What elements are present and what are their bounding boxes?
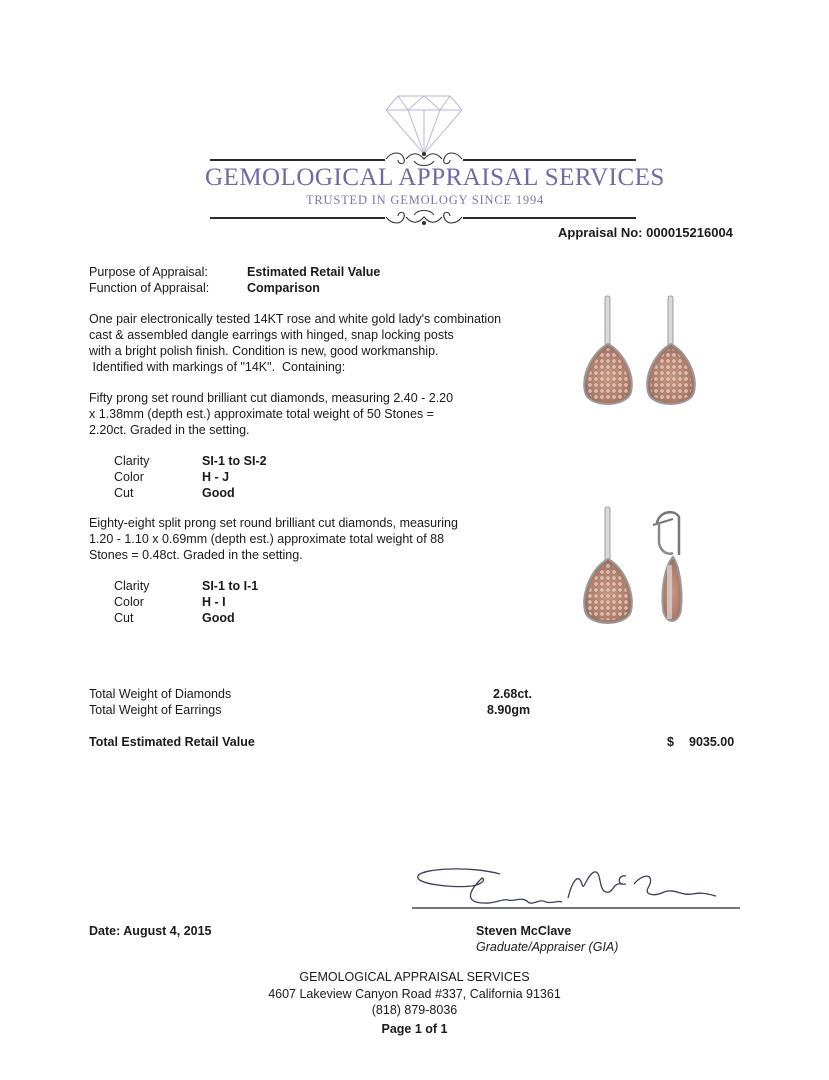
grade-label: Cut xyxy=(114,486,134,500)
total-retail-value-label: Total Estimated Retail Value xyxy=(89,735,255,749)
earring-photo-front xyxy=(575,292,705,417)
date-label: Date: xyxy=(89,924,121,938)
description-line: One pair electronically tested 14KT rose and white gold lady's combination xyxy=(89,312,502,326)
header-rule-bottom-right xyxy=(463,217,636,219)
company-logo-title: GEMOLOGICAL APPRAISAL SERVICES xyxy=(205,164,665,191)
grade-row-color xyxy=(114,469,267,485)
stone-description-line: Stones = 0.48ct. Graded in the setting. xyxy=(89,548,303,562)
grade-row-clarity xyxy=(114,578,258,594)
stone-description-line: 1.20 - 1.10 x 0.69mm (depth est.) approximate total weight of 88 xyxy=(89,532,445,546)
grade-label: Cut xyxy=(114,611,134,625)
grade-value: SI-1 to SI-2 xyxy=(202,454,267,468)
grade-row-clarity xyxy=(114,453,267,469)
function-value: Comparison xyxy=(247,281,320,295)
total-earring-weight-label: Total Weight of Earrings xyxy=(89,703,222,717)
diamond-icon xyxy=(384,94,464,154)
page-number: Page 1 of 1 xyxy=(381,1022,448,1036)
header-rule-top-right xyxy=(463,159,636,161)
grade-value: H - J xyxy=(202,470,230,484)
appraisal-date xyxy=(89,923,212,939)
header-rule-top-left xyxy=(210,159,385,161)
description-line: with a bright polish finish. Condition is new, good workmanship. xyxy=(89,344,439,358)
grade-value: Good xyxy=(202,611,235,625)
grade-row-cut xyxy=(114,485,267,501)
appraisal-number xyxy=(558,225,733,240)
total-diamond-weight-value: 2.68ct. xyxy=(493,687,532,701)
scroll-ornament-icon xyxy=(384,207,464,227)
stone-description-line: Fifty prong set round brilliant cut diamonds, measuring 2.40 - 2.20 xyxy=(89,391,454,405)
total-earring-weight-value: 8.90gm xyxy=(487,703,531,717)
grade-value: SI-1 to I-1 xyxy=(202,579,259,593)
header-rule-bottom-left xyxy=(210,217,385,219)
grade-label: Clarity xyxy=(114,454,150,468)
footer-address: 4607 Lakeview Canyon Road #337, California 91361 xyxy=(268,987,561,1001)
function-label: Function of Appraisal: xyxy=(89,281,210,295)
grade-value: H - I xyxy=(202,595,226,609)
grade-label: Clarity xyxy=(114,579,150,593)
grade-label: Color xyxy=(114,470,144,484)
description-line: Identified with markings of "14K". Containing: xyxy=(89,360,346,374)
purpose-label: Purpose of Appraisal: xyxy=(89,265,208,279)
appraiser-title: Graduate/Appraiser (GIA) xyxy=(476,940,619,954)
grade-row-color xyxy=(114,594,258,610)
date-value: August 4, 2015 xyxy=(123,924,212,938)
stone-description-line: x 1.38mm (depth est.) approximate total weight of 50 Stones = xyxy=(89,407,434,421)
stone-group-2-description xyxy=(89,515,458,563)
description-line: cast & assembled dangle earrings with hinged, snap locking posts xyxy=(89,328,454,342)
company-tagline: TRUSTED IN GEMOLOGY SINCE 1994 xyxy=(305,193,545,207)
currency-symbol: $ xyxy=(667,735,674,749)
earring-photo-side xyxy=(575,503,705,648)
purpose-value: Estimated Retail Value xyxy=(247,265,381,279)
stone-group-2-grades xyxy=(114,578,258,626)
total-diamond-weight-label: Total Weight of Diamonds xyxy=(89,687,232,701)
stone-group-1-description xyxy=(89,390,453,438)
stone-description-line: 2.20ct. Graded in the setting. xyxy=(89,423,250,437)
appraiser-name: Steven McClave xyxy=(476,924,572,938)
grade-row-cut xyxy=(114,610,258,626)
total-retail-value: 9035.00 xyxy=(689,735,735,749)
footer-company: GEMOLOGICAL APPRAISAL SERVICES xyxy=(299,970,530,984)
item-description xyxy=(89,311,501,375)
grade-label: Color xyxy=(114,595,144,609)
signature-icon xyxy=(412,862,742,918)
stone-description-line: Eighty-eight split prong set round brilliant cut diamonds, measuring xyxy=(89,516,458,530)
stone-group-1-grades xyxy=(114,453,267,501)
appraisal-number-value: 000015216004 xyxy=(646,225,733,240)
grade-value: Good xyxy=(202,486,235,500)
appraisal-number-label: Appraisal No: xyxy=(558,225,643,240)
footer-phone: (818) 879-8036 xyxy=(371,1003,458,1017)
